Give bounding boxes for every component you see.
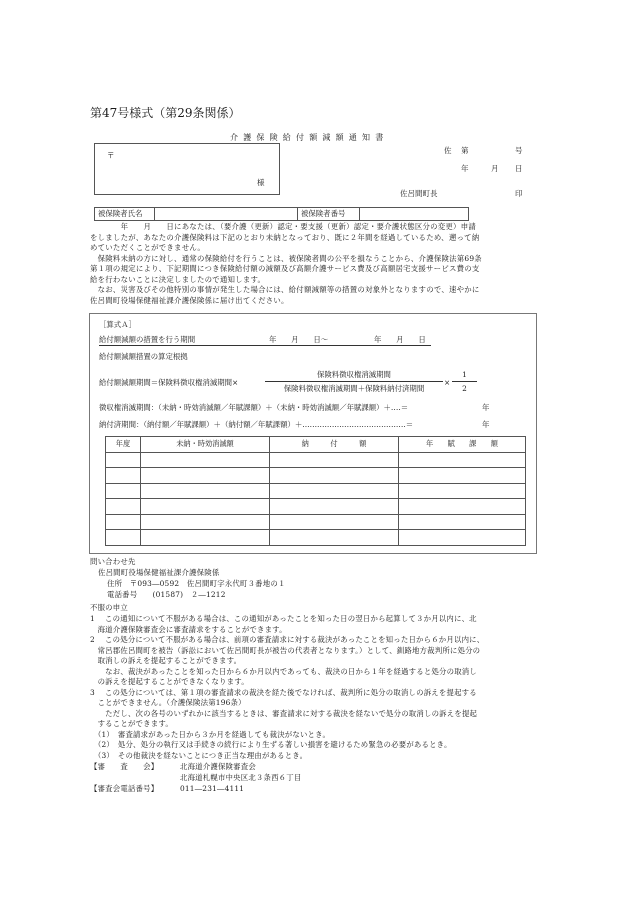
appeal-line: 1 この通知について不服がある場合は、この通知があったことを知った日の翌日から起算して３か月以内に、北 (90, 614, 477, 623)
table-row (106, 530, 526, 546)
appeal-line: なお、裁決があったことを知った日から６か月以内であっても、裁決の日から１年を経過すると処分の取消し (90, 666, 477, 676)
cell-paid-amount[interactable] (270, 499, 399, 515)
period-to: 年 月 日 (374, 335, 426, 344)
table-header-row (106, 437, 526, 453)
paid-period-unit: 年 (482, 420, 490, 429)
cell-fiscal-year[interactable] (106, 514, 141, 530)
appeal-line: （2） 処分、処分の執行又は手続きの続行により生ずる著しい損害を避けるため緊急の必要があるとき。 (90, 740, 452, 749)
fraction-bar (265, 381, 443, 382)
review-board-phone: 011―231―4111 (180, 784, 245, 793)
paragraph-line: 年 月 日にあなたは、（要介護（更新）認定・要支援（更新）認定・要介護状態区分の変更）申請 (90, 222, 476, 231)
cell-fiscal-year[interactable] (106, 483, 141, 499)
multiply-sign: × (444, 378, 451, 387)
paragraph-line: 保険料未納の方に対し、通常の保険給付を行うことは、被保険者間の公平を損なうことから、介護保険法第69条 (90, 253, 482, 263)
contact-phone: 電話番号 (01587) ２―1212 (107, 590, 226, 599)
addressee-suffix: 様 (257, 178, 265, 187)
review-board-label: 【審 査 会】 (90, 762, 159, 771)
header-paid-amount: 納 付 額 (270, 437, 399, 453)
appeal-section (90, 614, 484, 761)
cell-paid-amount[interactable] (270, 452, 399, 468)
cell-unpaid-amount[interactable] (141, 530, 270, 546)
address-box (94, 143, 280, 195)
paragraph-line: をしましたが、あなたの介護保険料は下記のとおり未納となっており、既に２年間を経過しているため、遡って納 (90, 232, 480, 242)
header-fiscal-year: 年度 (106, 437, 141, 453)
appeal-line: ただし、次の各号のいずれかに該当するときは、審査請求に対する裁決を経ないで処分の取消しの訴えを提起 (90, 708, 478, 718)
cell-fiscal-year[interactable] (106, 530, 141, 546)
appeal-line: 海道介護保険審査会に審査請求をすることができます。 (90, 624, 287, 634)
paragraph-exception (90, 285, 540, 306)
paragraph-line: めていただくことができません。 (90, 243, 206, 252)
extinction-period-formula: 徴収権消滅期間：（未納・時効消滅額／年賦課額）＋（未納・時効消滅額／年賦課額）＋‥‥＝ (99, 403, 409, 412)
table-row (106, 452, 526, 468)
appeal-line: の訴えを提起することができなくなります。 (90, 677, 249, 686)
appeal-line: 2 この処分について不服がある場合は、前項の審査請求に対する裁決があったことを知った日から６か月以内に、 (90, 635, 485, 644)
appeal-line: （3） その他裁決を経ないことにつき正当な理由があるとき。 (90, 750, 308, 760)
appeal-line: （1） 審査請求があった日から３か月を経過しても裁決がないとき。 (90, 729, 331, 739)
cell-annual-levy[interactable] (399, 514, 526, 530)
date-day: 日 (515, 164, 523, 173)
payment-ledger-table (105, 436, 526, 546)
cell-fiscal-year[interactable] (106, 452, 141, 468)
table-row (106, 483, 526, 499)
half-denominator: 2 (462, 384, 467, 393)
form-number: 第47号様式（第29条関係） (90, 106, 241, 120)
seal-mark: 印 (515, 189, 523, 198)
contact-office: 佐呂間町役場保健福祉課介護保険係 (98, 568, 220, 577)
cell-annual-levy[interactable] (399, 530, 526, 546)
insured-number-label: 被保険者番号 (298, 207, 360, 221)
formula-box (89, 313, 537, 554)
review-board-address: 北海道札幌市中央区北３条西６丁目 (180, 773, 302, 782)
cell-paid-amount[interactable] (270, 530, 399, 546)
insured-name-field[interactable] (155, 207, 298, 221)
paragraph-line: なお、災害及びその他特別の事情が発生した場合には、給付額減額等の措置の対象外となりますので、速やかに (90, 285, 480, 294)
header-annual-levy: 年 賦 課 額 (399, 437, 526, 453)
cell-paid-amount[interactable] (270, 514, 399, 530)
cell-annual-levy[interactable] (399, 468, 526, 484)
issuer-name: 佐呂間町長 (400, 189, 438, 198)
equation-left: 給付額減額期間＝保険料徴収権消滅期間× (99, 378, 239, 387)
paid-period-formula: 納付済期間：（納付額／年賦課額）＋（納付額／年賦課額）＋‥‥‥‥‥‥‥‥‥‥‥‥‥‥‥‥‥‥‥‥‥＝ (99, 420, 414, 429)
contact-heading: 問い合わせ先 (90, 557, 136, 566)
insured-name-label: 被保険者氏名 (94, 207, 155, 221)
date-year: 年 (461, 164, 469, 173)
review-board-phone-label: 【審査会電話番号】 (90, 784, 159, 793)
cell-unpaid-amount[interactable] (141, 468, 270, 484)
table-row (106, 468, 526, 484)
contact-address: 住所 〒093―0592 佐呂間町字永代町３番地の１ (107, 579, 286, 588)
cell-annual-levy[interactable] (399, 452, 526, 468)
appeal-line: ことができません。（介護保険法第196条） (90, 698, 246, 707)
cell-fiscal-year[interactable] (106, 468, 141, 484)
cell-unpaid-amount[interactable] (141, 452, 270, 468)
cell-annual-levy[interactable] (399, 483, 526, 499)
postal-mark: 〒 (107, 151, 115, 160)
doc-number-mid: 第 (461, 146, 469, 155)
cell-annual-levy[interactable] (399, 499, 526, 515)
calculation-basis-label: 給付額減額措置の算定根拠 (99, 352, 188, 361)
paragraph-line: 給を行わないことに決定しましたので通知します。 (90, 274, 266, 284)
appeal-line: 取消しの訴えを提起することができます。 (90, 656, 242, 665)
cell-unpaid-amount[interactable] (141, 483, 270, 499)
reduction-period-label: 給付額減額の措置を行う期間 (99, 335, 196, 344)
doc-number-prefix: 佐 (444, 146, 452, 155)
cell-paid-amount[interactable] (270, 468, 399, 484)
cell-fiscal-year[interactable] (106, 499, 141, 515)
paragraph-application (90, 222, 540, 254)
header-unpaid-amount: 未納・時効消滅額 (141, 437, 270, 453)
half-fraction-bar (452, 381, 477, 382)
paragraph-line: 第１項の規定により、下記期間につき保険給付額の減額及び高額介護サービス費及び高額居宅支援サービス費の支 (90, 264, 480, 273)
cell-paid-amount[interactable] (270, 483, 399, 499)
paragraph-decision (90, 254, 540, 286)
insured-number-field[interactable] (360, 207, 469, 221)
cell-unpaid-amount[interactable] (141, 499, 270, 515)
review-board-name: 北海道介護保険審査会 (180, 762, 256, 771)
date-month: 月 (491, 164, 499, 173)
half-numerator: 1 (462, 370, 467, 379)
extinction-period-unit: 年 (482, 403, 490, 412)
equation-denominator: 保険料徴収権消滅期間＋保険料納付済期間 (283, 384, 425, 393)
doc-number-suffix: 号 (515, 146, 523, 155)
reduction-period-row (99, 335, 431, 346)
insured-info-row (94, 207, 469, 221)
equation-numerator: 保険料徴収権消滅期間 (317, 370, 391, 379)
formula-label: ［算式Ａ］ (99, 320, 136, 329)
document-title: 介護保険給付額減額通知書 (230, 133, 389, 142)
paragraph-line: 佐呂間町役場保健福祉課介護保険係に届け出てください。 (90, 295, 289, 305)
appeal-line: 3 この処分については、第１項の審査請求の裁決を経た後でなければ、裁判所に処分の取消しの訴えを提起する (90, 687, 477, 697)
appeal-line: 常呂郡佐呂間町を被告（訴訟において佐呂間町長が被告の代表者となります。）として、釧路地方裁判所に処分の (90, 645, 481, 655)
period-from: 年 月 日〜 (269, 335, 329, 344)
appeal-line: することができます。 (90, 719, 173, 728)
table-row (106, 499, 526, 515)
cell-unpaid-amount[interactable] (141, 514, 270, 530)
appeal-heading: 不服の申立 (90, 603, 128, 612)
table-row (106, 514, 526, 530)
